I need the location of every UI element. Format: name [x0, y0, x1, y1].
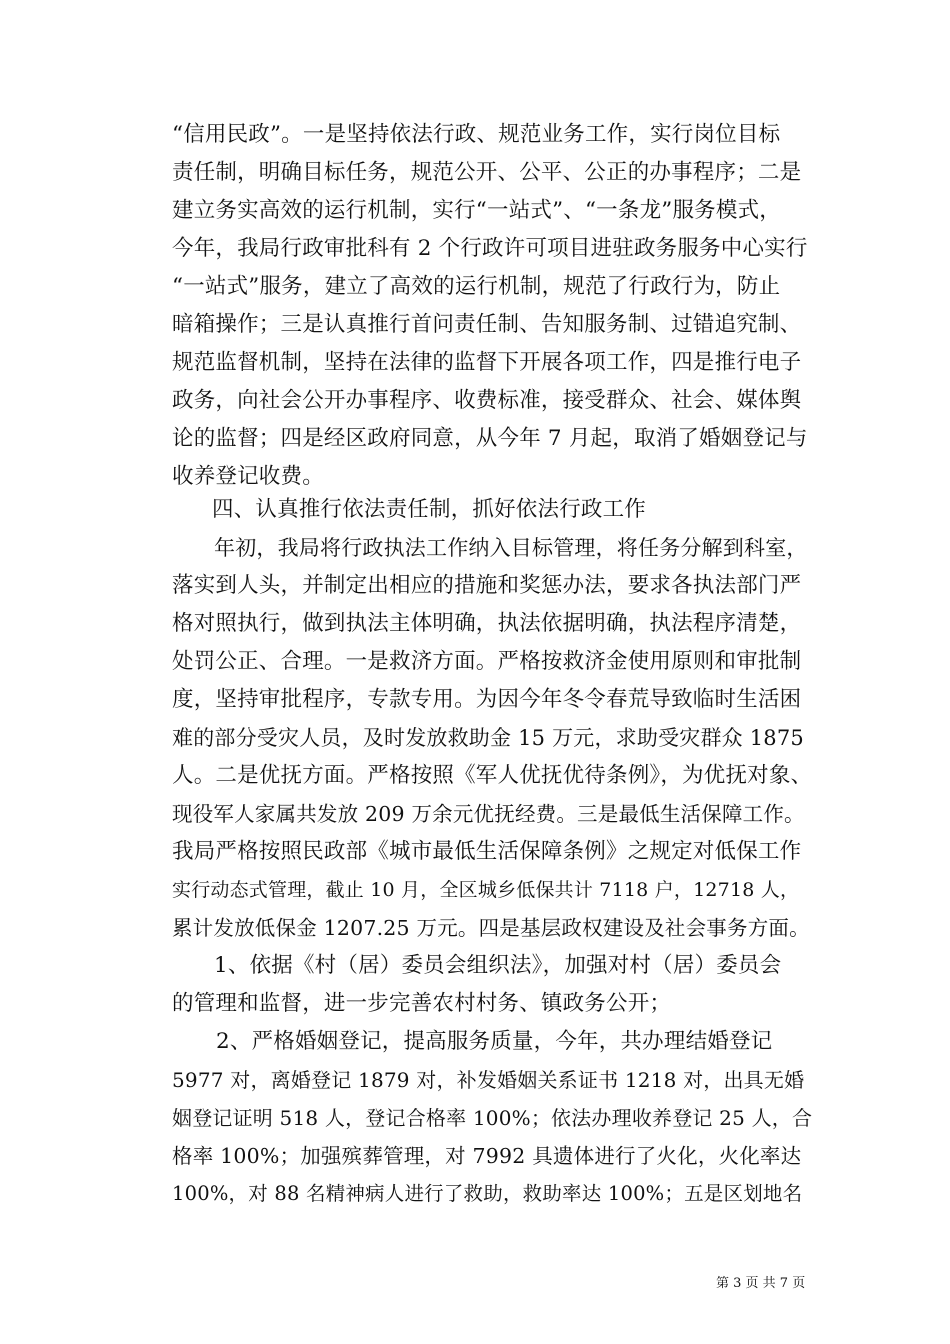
text-line: 论的监督；四是经区政府同意，从今年 7 月起，取消了婚姻登记与 [172, 426, 808, 451]
text-line: 政务，向社会公开办事程序、收费标准，接受群众、社会、媒体舆 [172, 388, 802, 413]
text-line: 100%，对 88 名精神病人进行了救助，救助率达 100%；五是区划地名 [172, 1182, 803, 1205]
text-line: 难的部分受灾人员，及时发放救助金 15 万元，求助受灾群众 1875 [172, 726, 804, 750]
text-line: 责任制，明确目标任务，规范公开、公平、公正的办事程序；二是 [172, 160, 802, 185]
text-line: “一站式”服务，建立了高效的运行机制，规范了行政行为，防止 [172, 274, 781, 299]
page-number-footer: 第 3 页 共 7 页 [716, 1276, 806, 1291]
text-line: 规范监督机制，坚持在法律的监督下开展各项工作，四是推行电子 [172, 350, 802, 375]
text-line: “信用民政”。一是坚持依法行政、规范业务工作，实行岗位目标 [172, 122, 781, 147]
text-line: 5977 对，离婚登记 1879 对，补发婚姻关系证书 1218 对，出具无婚 [172, 1068, 805, 1092]
text-line: 人。二是优抚方面。严格按照《军人优抚优待条例》，为优抚对象、 [172, 763, 813, 788]
text-line: 处罚公正、合理。一是救济方面。严格按救济金使用原则和审批制 [172, 649, 802, 674]
text-line: 格对照执行，做到执法主体明确，执法依据明确，执法程序清楚， [172, 611, 802, 636]
text-line: 现役军人家属共发放 209 万余元优抚经费。三是最低生活保障工作。 [172, 802, 805, 826]
text-line: 收养登记收费。 [172, 464, 324, 489]
text-line: 累计发放低保金 1207.25 万元。四是基层政权建设及社会事务方面。 [172, 916, 810, 940]
text-line: 落实到人头，并制定出相应的措施和奖惩办法，要求各执法部门严 [172, 573, 802, 598]
text-line: 2、严格婚姻登记，提高服务质量，今年，共办理结婚登记 [216, 1029, 773, 1054]
text-line: 建立务实高效的运行机制，实行“一站式”、“一条龙”服务模式， [172, 198, 781, 223]
text-line: 1、依据《村（居）委员会组织法》，加强对村（居）委员会 [214, 953, 782, 978]
text-line: 实行动态式管理，截止 10 月，全区城乡低保共计 7118 户，12718 人， [172, 879, 800, 901]
text-line: 暗箱操作；三是认真推行首问责任制、告知服务制、过错追究制、 [172, 312, 802, 337]
text-line: 我局严格按照民政部《城市最低生活保障条例》之规定对低保工作 [172, 839, 802, 864]
text-line: 今年，我局行政审批科有 2 个行政许可项目进驻政务服务中心实行 [172, 236, 808, 261]
text-line: 格率 100%；加强殡葬管理，对 7992 具遗体进行了火化，火化率达 [172, 1144, 802, 1168]
text-line: 姻登记证明 518 人，登记合格率 100%；依法办理收养登记 25 人，合 [172, 1106, 813, 1130]
text-line: 年初，我局将行政执法工作纳入目标管理，将任务分解到科室， [214, 536, 808, 560]
text-line: 度，坚持审批程序，专款专用。为因今年冬令春荒导致临时生活困 [172, 687, 802, 712]
section-heading: 四、认真推行依法责任制，抓好依法行政工作 [212, 497, 647, 522]
text-line: 的管理和监督，进一步完善农村村务、镇政务公开； [172, 991, 672, 1016]
